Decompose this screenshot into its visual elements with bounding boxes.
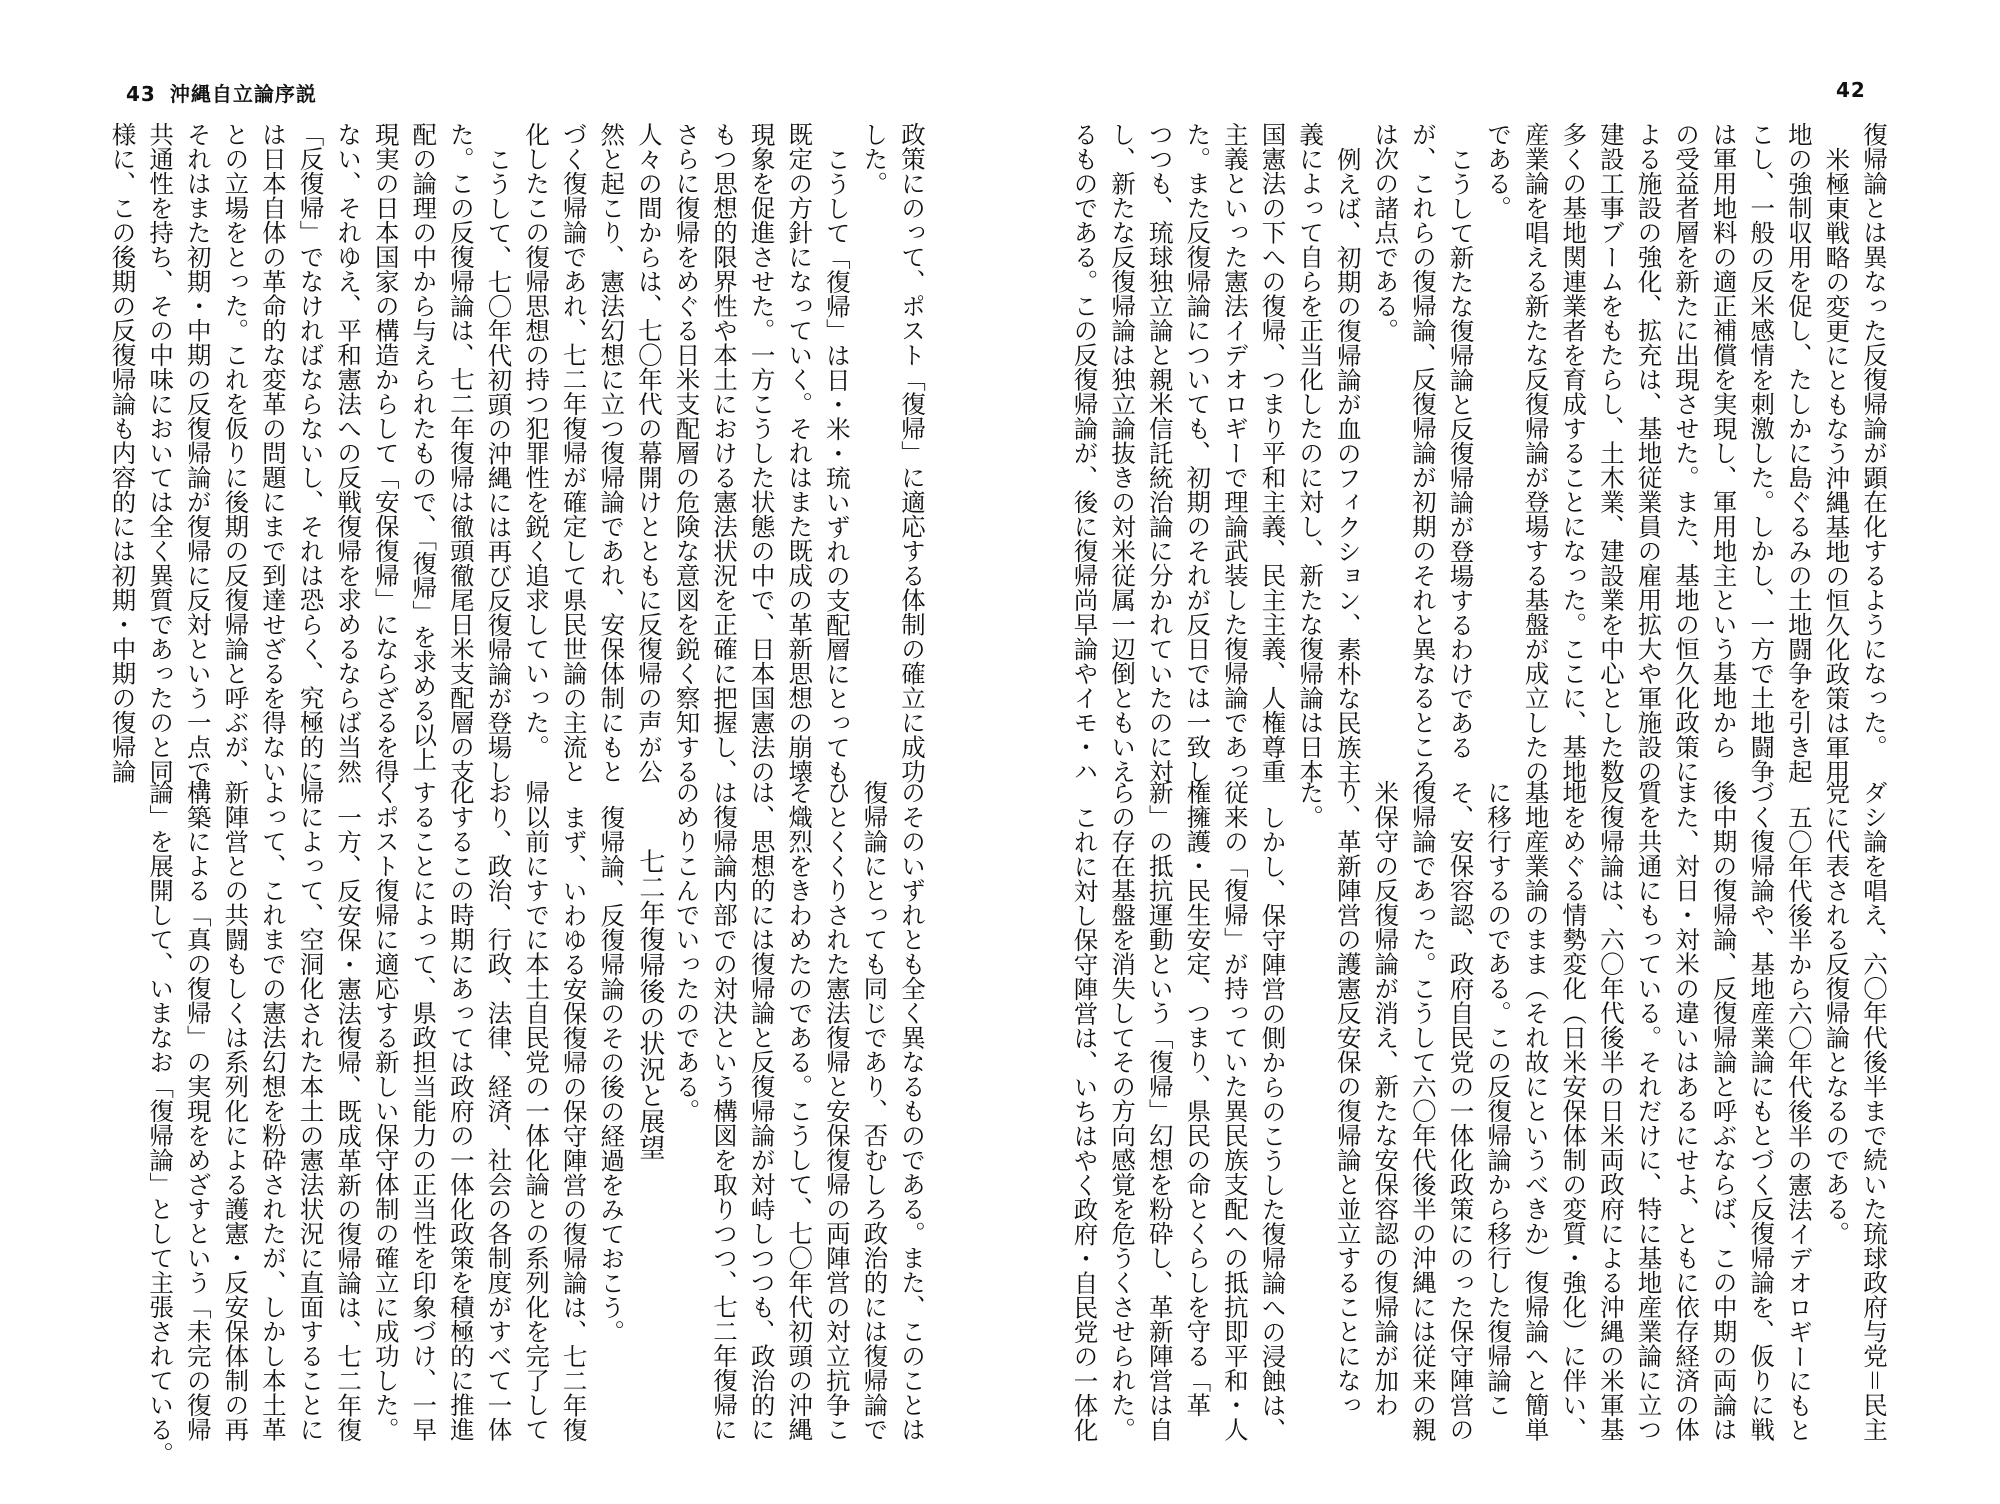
text-line: ひとくくりされた憲法復帰と安保復帰の両陣営の対立抗争こ [822,780,852,1442]
text-line: との立場をとった。これを仮りに後期の反復帰論と呼ぶが、 [221,122,251,784]
text-line: 後中期の復帰論、反復帰論と呼ぶならば、この中期の両論は [1709,780,1739,1442]
text-line: 多くの基地関連業者を育成することになった。ここに、基地 [1559,122,1589,784]
text-line: それはまた初期・中期の反復帰論が復帰に反対という一点で [183,122,213,784]
text-line: まず、いわゆる安保復帰の保守陣営の復帰論は、七二年復 [559,804,589,1442]
section-heading: 七二年復帰後の状況と展望 [634,847,665,1160]
text-line: のそのいずれとも全く異なるものである。また、このことは [898,780,927,1442]
text-line: 復帰論とは異なった反復帰論が顕在化するようになった。 [1860,122,1889,759]
text-line: 国憲法の下への復帰、つまり平和主義、民主主義、人権尊重 [1258,122,1288,784]
text-line: 人々の間からは、七〇年代の幕開けとともに反復帰の声が公 [634,122,664,784]
text-line: 共通性を持ち、その中味においては全く異質であったのと同 [146,122,176,784]
text-line: そ、安保容認、政府自民党の一体化政策にのった保守陣営の [1446,780,1476,1442]
text-line: 主義といった憲法イデオロギーで理論武装した復帰論であっ [1220,122,1250,784]
text-line: これに対し保守陣営は、いちはやく政府・自民党の一体化 [1070,804,1100,1442]
text-line: こうして、七〇年代初頭の沖縄には再び反復帰論が登場し [484,146,514,784]
text-line: である。 [1484,122,1514,220]
text-line: また、対日・対米の違いはあるにせよ、ともに依存経済の体 [1672,780,1702,1442]
left-page-number: 43 [126,82,156,106]
text-line: もつ思想的限界性や本土における憲法状況を正確に把握し、 [710,122,740,784]
text-line: こし、一般の反米感情を刺激した。しかし、一方で土地闘争 [1747,122,1777,784]
text-line: 構築による「真の復帰」の実現をめざすという「未完の復帰 [183,780,213,1442]
text-line: るものである。この反復帰論が、後に復帰尚早論やイモ・ハ [1070,122,1100,784]
page-42-bottom-block [1070,780,1893,1442]
text-line: らの存在基盤を消失してその方向感覚を危うくさせられた。 [1108,780,1138,1442]
text-line: 帰以前にすでに本土自民党の一体化論との系列化を完了して [522,780,552,1442]
text-line: よる施設の強化、拡充は、基地従業員の雇用拡大や軍施設の [1634,122,1664,784]
text-line: のめりこんでいったのである。 [672,780,702,1123]
text-line: 米極東戦略の変更にともなう沖縄基地の恒久化政策は軍用 [1822,146,1852,784]
text-line: り、革新陣営の護憲反安保の復帰論と並立することになっ [1333,780,1363,1417]
text-line: 従来の「復帰」が持っていた異民族支配への抵抗即平和・人 [1220,780,1250,1442]
text-line: た。また反復帰論についても、初期のそれが反日では一致し [1183,122,1213,784]
text-line: は次の諸点である。 [1371,122,1401,343]
text-line: 例えば、初期の復帰論が血のフィクション、素朴な民族主 [1333,146,1363,784]
text-line: 既定の方針になっていく。それはまた既成の革新思想の崩壊 [785,122,815,784]
text-line: づく復帰論であれ、七二年復帰が確定して県民世論の主流と [559,122,589,784]
page-43-top-block [108,122,931,784]
text-line: 現象を促進させた。一方こうした状態の中で、日本国憲法の [747,122,777,784]
text-line: し、新たな反復帰論は独立論抜きの対米従属一辺倒ともいえ [1108,122,1138,784]
page-42-top-block [1070,122,1893,784]
page-43-bottom-block [126,780,931,1466]
text-line: 復帰論であった。こうして六〇年代後半の沖縄には従来の親 [1408,780,1438,1442]
text-line: 論」を展開して、いまなお「復帰論」として主張されている。 [146,780,176,1466]
text-line: 反復帰論は、六〇年代後半の日米両政府による沖縄の米軍基 [1596,780,1626,1442]
text-line: 帰によって、空洞化された本土の憲法状況に直面することに [296,780,326,1442]
text-line: した。 [860,122,890,196]
text-line: 現実の日本国家の構造からして「安保復帰」にならざるを得 [371,122,401,784]
text-line: 米保守の反復帰論が消え、新たな安保容認の復帰論が加わ [1371,780,1401,1417]
text-line: が、これらの復帰論、反復帰論が初期のそれと異なるところ [1408,122,1438,784]
text-line: 建設工事ブームをもたらし、土木業、建設業を中心とした数 [1596,122,1626,784]
text-line: 党に代表される反復帰論となるのである。 [1822,780,1852,1246]
text-line: 権擁護・民生安定、つまり、県民の命とくらしを守る「革 [1183,780,1213,1417]
text-line: 義によって自らを正当化したのに対し、新たな復帰論は日本 [1296,122,1326,784]
text-line: 配の論理の中から与えられたもので、「復帰」を求める以上 [409,122,439,772]
text-line: は日本自体の革命的な変革の問題にまで到達せざるを得ない [258,122,288,784]
text-line: おり、政治、行政、法律、経済、社会の各制度がすべて一体 [484,780,514,1442]
right-page-header [1836,78,1866,102]
text-line: 化したこの復帰思想の持つ犯罪性を鋭く追求していった。 [522,122,552,759]
text-line: することによって、県政担当能力の正当性を印象づけ、一早 [409,780,439,1442]
text-line: 復帰論にとっても同じであり、否むしろ政治的には復帰論で [860,780,890,1442]
text-line: さらに復帰をめぐる日米支配層の危険な意図を鋭く察知する [672,122,702,784]
text-line: 新陣営との共闘もしくは系列化による護憲・反安保体制の再 [221,780,251,1442]
text-line: こうして新たな復帰論と反復帰論が登場するわけである [1446,146,1476,759]
text-line: 新」の抵抗運動という「復帰」幻想を粉砕し、革新陣営は自 [1145,780,1175,1442]
text-line: 地をめぐる情勢変化（日米安保体制の変質・強化）に伴い、 [1559,780,1589,1442]
text-line: つつも、琉球独立論と親米信託統治論に分かれていたのに対 [1145,122,1175,784]
text-line: の受益者層を新たに出現させた。また、基地の恒久化政策に [1672,122,1702,784]
running-title: 沖縄自立論序説 [169,82,317,106]
text-line: こうして「復帰」は日・米・琉いずれの支配層にとっても [822,146,852,784]
text-line: 質を共通にもっている。それだけに、特に基地産業論に立つ [1634,780,1664,1442]
text-line: 「反復帰」でなければならないし、それは恐らく、究極的に [296,122,326,784]
text-line: た。 [1296,780,1326,829]
text-line: くポスト復帰に適応する新しい保守体制の確立に成功した。 [371,780,401,1442]
text-line: は、思想的には復帰論と反復帰論が対峙しつつも、政治的に [747,780,777,1442]
text-line: は軍用地料の適正補償を実現し、軍用地主という基地から [1709,122,1739,759]
text-line: 五〇年代後半から六〇年代後半の憲法イデオロギーにもと [1784,804,1814,1442]
text-line: しかし、保守陣営の側からのこうした復帰論への浸蝕は、 [1258,804,1288,1442]
text-line: 政策にのって、ポスト「復帰」に適応する体制の確立に成功 [898,122,927,784]
text-line: 産業論を唱える新たな反復帰論が登場する基盤が成立したの [1521,122,1551,784]
text-line: 基地産業論のまま（それ故にというべきか）復帰論へと簡単 [1521,780,1551,1442]
text-line: よって、これまでの憲法幻想を粉砕されたが、しかし本土革 [258,780,288,1442]
text-line: そ熾烈をきわめたのである。こうして、七〇年代初頭の沖縄 [785,780,815,1442]
text-line: ない、それゆえ、平和憲法への反戦復帰を求めるならば当然 [334,122,364,784]
text-line: 様に、この後期の反復帰論も内容的には初期・中期の復帰論 [108,122,138,784]
text-line: ダシ論を唱え、六〇年代後半まで続いた琉球政府与党＝民主 [1860,780,1889,1442]
text-line: 一方、反安保・憲法復帰、既成革新の復帰論は、七二年復 [334,804,364,1442]
text-line: 地の強制収用を促し、たしかに島ぐるみの土地闘争を引き起 [1784,122,1814,784]
text-line: た。この反復帰論は、七二年復帰は徹頭徹尾日米支配層の支 [446,122,476,784]
left-page-header [126,78,317,107]
text-line: づく復帰論や、基地産業論にもとづく反復帰論を、仮りに戦 [1747,780,1777,1442]
text-line: 復帰論、反復帰論のその後の経過をみておこう。 [597,804,627,1344]
text-line: に移行するのである。この反復帰論から移行した復帰論こ [1484,780,1514,1417]
text-line: 然と起こり、憲法幻想に立つ復帰論であれ、安保体制にもと [597,122,627,784]
text-line: は復帰論内部での対決という構図を取りつつ、七二年復帰に [710,780,740,1442]
right-page-number: 42 [1836,78,1866,102]
text-line: 化するこの時期にあっては政府の一体化政策を積極的に推進 [446,780,476,1442]
